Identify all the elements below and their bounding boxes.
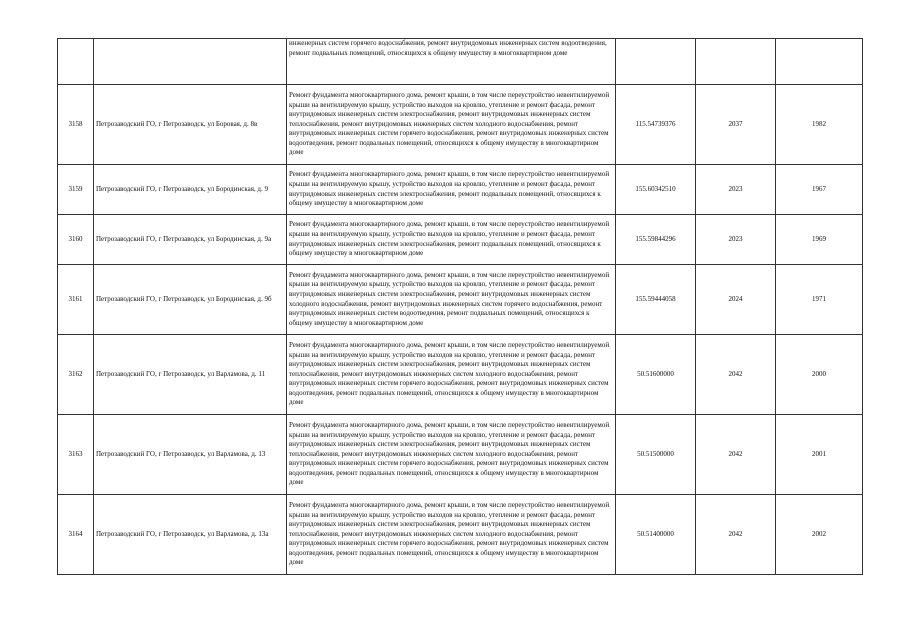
- works-cell: Ремонт фундамента многоквартирного дома, ремонт крыши, в том числе переустройство невентилируемой крыши на вентилируемую крышу, устройство выходов на кровлю, утепление и ремонт фасада, ремонт внутридомовых инженерных систем электроснабжения, ремонт внутридомовых инженерных систем теплоснабжения, ремонт внутридомовых инженерных систем холодного водоснабжения, ремонт внутридомовых инженерных систем горячего водоснабжения, ремонт внутридомовых инженерных систем водоотведения, ремонт подвальных помещений, относящихся к общему имуществу в многоквартирном доме: [287, 415, 616, 495]
- row-number: 3160: [58, 215, 94, 265]
- address-cell: Петрозаводский ГО, г Петрозаводск, ул Варламова, д. 13а: [94, 495, 287, 575]
- planned-year-cell: 2024: [696, 265, 776, 335]
- works-cell: инженерных систем горячего водоснабжения, ремонт внутридомовых инженерных систем водоотведения, ремонт подвальных помещений, относящихся к общему имуществу в многоквартирном доме: [287, 39, 616, 85]
- row-number: [58, 39, 94, 85]
- planned-year-cell: 2042: [696, 335, 776, 415]
- works-cell: Ремонт фундамента многоквартирного дома, ремонт крыши, в том числе переустройство невентилируемой крыши на вентилируемую крышу, устройство выходов на кровлю, утепление и ремонт фасада, ремонт внутридомовых инженерных систем электроснабжения, ремонт подвальных помещений, относящихся к общему имуществу в многоквартирном доме: [287, 165, 616, 215]
- row-number: 3159: [58, 165, 94, 215]
- address-cell: Петрозаводский ГО, г Петрозаводск, ул Бородинская, д. 9: [94, 165, 287, 215]
- cost-cell: 155.59844296: [616, 215, 696, 265]
- address-cell: Петрозаводский ГО, г Петрозаводск, ул Варламова, д. 13: [94, 415, 287, 495]
- row-number: 3161: [58, 265, 94, 335]
- build-year-cell: 2001: [776, 415, 863, 495]
- cost-cell: 50.51600000: [616, 335, 696, 415]
- planned-year-cell: 2042: [696, 415, 776, 495]
- works-cell: Ремонт фундамента многоквартирного дома, ремонт крыши, в том числе переустройство невентилируемой крыши на вентилируемую крышу, устройство выходов на кровлю, утепление и ремонт фасада, ремонт внутридомовых инженерных систем электроснабжения, ремонт внутридомовых инженерных систем теплоснабжения, ремонт внутридомовых инженерных систем холодного водоснабжения, ремонт внутридомовых инженерных систем горячего водоснабжения, ремонт внутридомовых инженерных систем водоотведения, ремонт подвальных помещений, относящихся к общему имуществу в многоквартирном доме: [287, 335, 616, 415]
- build-year-cell: 2000: [776, 335, 863, 415]
- cost-cell: 115.54739376: [616, 85, 696, 165]
- address-cell: Петрозаводский ГО, г Петрозаводск, ул Боровая, д. 8в: [94, 85, 287, 165]
- table-row: [58, 415, 863, 495]
- cost-cell: 155.59444058: [616, 265, 696, 335]
- cost-cell: 50.51500000: [616, 415, 696, 495]
- planned-year-cell: 2037: [696, 85, 776, 165]
- planned-year-cell: [696, 39, 776, 85]
- address-cell: Петрозаводский ГО, г Петрозаводск, ул Бородинская, д. 9а: [94, 215, 287, 265]
- works-cell: Ремонт фундамента многоквартирного дома, ремонт крыши, в том числе переустройство невентилируемой крыши на вентилируемую крышу, устройство выходов на кровлю, утепление и ремонт фасада, ремонт внутридомовых инженерных систем электроснабжения, ремонт внутридомовых инженерных систем теплоснабжения, ремонт внутридомовых инженерных систем холодного водоснабжения, ремонт внутридомовых инженерных систем горячего водоснабжения, ремонт внутридомовых инженерных систем водоотведения, ремонт подвальных помещений, относящихся к общему имуществу в многоквартирном доме: [287, 85, 616, 165]
- table-row: [58, 85, 863, 165]
- build-year-cell: 1967: [776, 165, 863, 215]
- cost-cell: [616, 39, 696, 85]
- works-cell: Ремонт фундамента многоквартирного дома, ремонт крыши, в том числе переустройство невентилируемой крыши на вентилируемую крышу, устройство выходов на кровлю, утепление и ремонт фасада, ремонт внутридомовых инженерных систем электроснабжения, ремонт внутридомовых инженерных систем холодного водоснабжения, ремонт внутридомовых инженерных систем горячего водоснабжения, ремонт внутридомовых инженерных систем водоотведения, ремонт подвальных помещений, относящихся к общему имуществу в многоквартирном доме: [287, 265, 616, 335]
- planned-year-cell: 2042: [696, 495, 776, 575]
- build-year-cell: 1982: [776, 85, 863, 165]
- planned-year-cell: 2023: [696, 215, 776, 265]
- build-year-cell: 2002: [776, 495, 863, 575]
- table-body: [58, 39, 863, 575]
- works-cell: Ремонт фундамента многоквартирного дома, ремонт крыши, в том числе переустройство невентилируемой крыши на вентилируемую крышу, устройство выходов на кровлю, утепление и ремонт фасада, ремонт внутридомовых инженерных систем электроснабжения, ремонт внутридомовых инженерных систем теплоснабжения, ремонт внутридомовых инженерных систем холодного водоснабжения, ремонт внутридомовых инженерных систем горячего водоснабжения, ремонт внутридомовых инженерных систем водоотведения, ремонт подвальных помещений, относящихся к общему имуществу в многоквартирном доме: [287, 495, 616, 575]
- address-cell: Петрозаводский ГО, г Петрозаводск, ул Бородинская, д. 9б: [94, 265, 287, 335]
- address-cell: Петрозаводский ГО, г Петрозаводск, ул Варламова, д. 11: [94, 335, 287, 415]
- works-cell: Ремонт фундамента многоквартирного дома, ремонт крыши, в том числе переустройство невентилируемой крыши на вентилируемую крышу, устройство выходов на кровлю, утепление и ремонт фасада, ремонт внутридомовых инженерных систем электроснабжения, ремонт подвальных помещений, относящихся к общему имуществу в многоквартирном доме: [287, 215, 616, 265]
- row-number: 3163: [58, 415, 94, 495]
- table-row: [58, 39, 863, 85]
- row-number: 3162: [58, 335, 94, 415]
- build-year-cell: 1971: [776, 265, 863, 335]
- table-row: [58, 215, 863, 265]
- planned-year-cell: 2023: [696, 165, 776, 215]
- row-number: 3164: [58, 495, 94, 575]
- table-row: [58, 265, 863, 335]
- address-cell: [94, 39, 287, 85]
- table-row: [58, 495, 863, 575]
- table-row: [58, 335, 863, 415]
- build-year-cell: [776, 39, 863, 85]
- build-year-cell: 1969: [776, 215, 863, 265]
- cost-cell: 155.60342510: [616, 165, 696, 215]
- table-row: [58, 165, 863, 215]
- housing-repair-table: [57, 38, 863, 575]
- cost-cell: 50.51400000: [616, 495, 696, 575]
- row-number: 3158: [58, 85, 94, 165]
